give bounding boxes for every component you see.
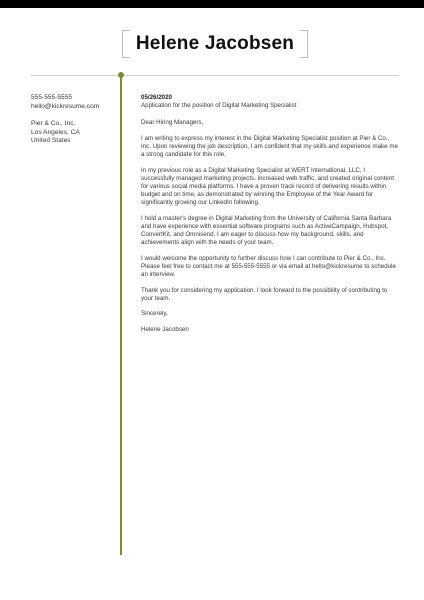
company-country: United States — [31, 137, 71, 145]
contact-column — [31, 94, 115, 155]
vertical-divider — [120, 77, 122, 555]
letter-body — [141, 94, 399, 342]
company-name: Pier & Co., Inc. — [31, 120, 76, 128]
letter-signature: Helene Jacobsen — [141, 326, 189, 334]
letter-greeting: Dear Hiring Managers, — [141, 119, 204, 127]
recipient-address — [31, 120, 115, 146]
name-header — [122, 30, 308, 58]
horizontal-divider — [31, 75, 399, 76]
phone-number: 555-555-5555 — [31, 94, 73, 101]
applicant-name: Helene Jacobsen — [135, 33, 295, 54]
contact-details — [31, 94, 115, 111]
letter-paragraph: I am writing to express my interest in the Digital Marketing Specialist position at Pier & Co., Inc. Upon reviewing the job description, I am confident that my skills and experience make me a strong candidate for this role. — [141, 134, 398, 159]
letter-paragraph: Thank you for considering my application. I look forward to the possibility of contributing to your team. — [141, 286, 388, 302]
letter-subject: Application for the position of Digital Marketing Specialist — [141, 102, 297, 110]
letter-closing: Sincerely, — [141, 310, 168, 318]
top-bar — [0, 0, 424, 8]
letter-paragraph: In my previous role as a Digital Marketing Specialist at WERT International, LLC, I successfully managed marketing projects, increased web traffic, and created original content for various social media platforms. I have a proven track record of delivering results within budget and on time, as demonstrated by winning the Employee of the Year Award for significantly growing our LinkedIn following. — [141, 166, 395, 207]
letter-paragraph: I hold a master's degree in Digital Marketing from the University of California Santa Barbara and have experience with essential software programs such as ActiveCampaign, Hubspot, ConvertKit, and Omnisend. I am eager to discuss how my background, skills, and achievements align with the needs of your team. — [141, 214, 392, 247]
company-city: Los Angeles, CA — [31, 128, 80, 136]
letter-paragraph: I would welcome the opportunity to further discuss how I can contribute to Pier & Co., Inc. Please feel free to contact me at 555-555-5555 or via email at hello@kickresume to schedule an interview. — [141, 254, 396, 278]
email-address: hello@kickresume.com — [31, 102, 100, 110]
divider-dot — [118, 72, 124, 78]
letter-date: 05/26/2020 — [141, 94, 172, 101]
